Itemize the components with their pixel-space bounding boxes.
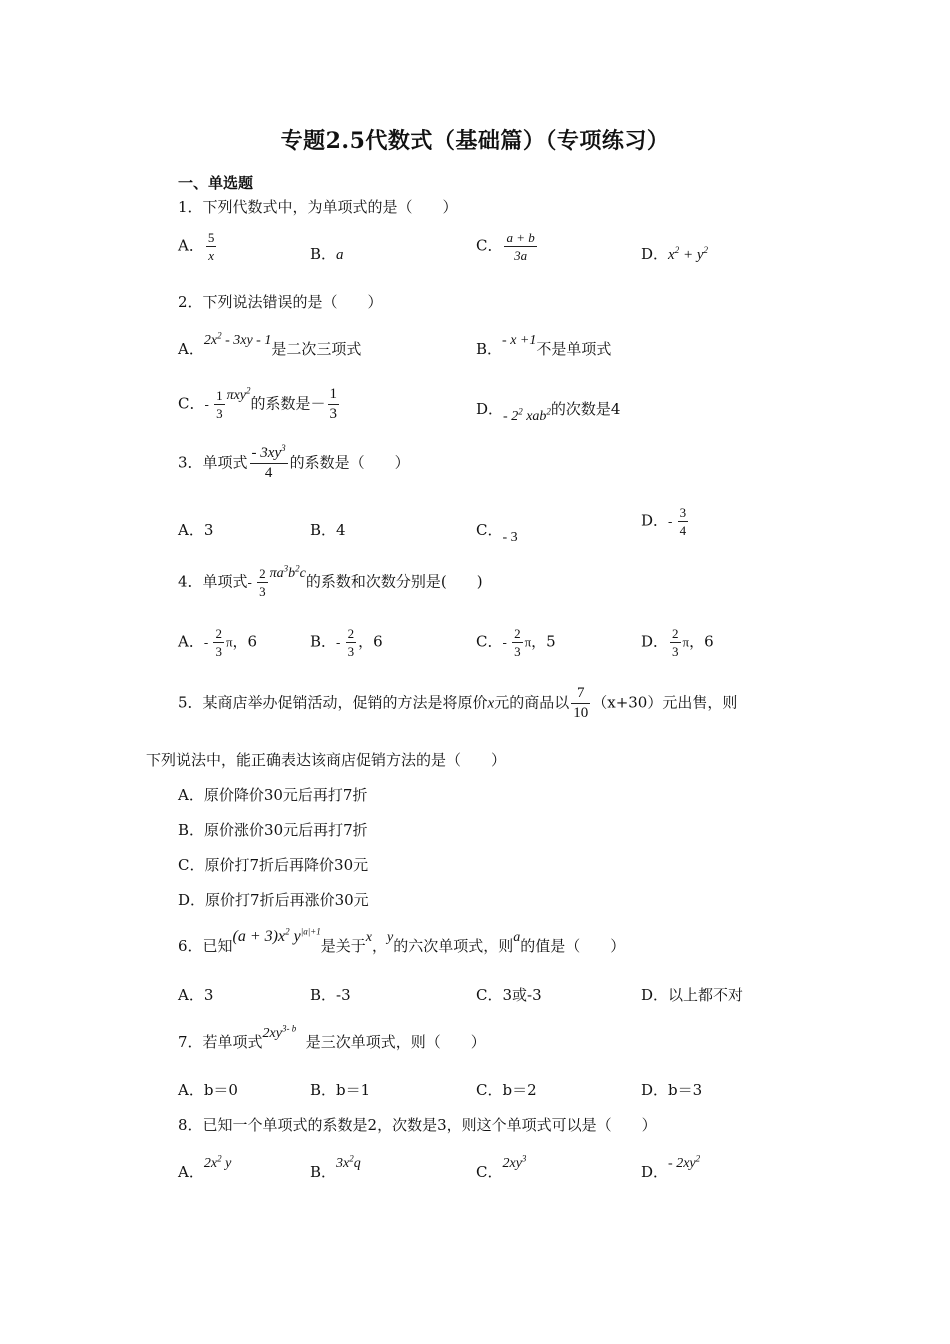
option-label: B．	[310, 245, 337, 263]
stem-text: 的六次单项式，则	[393, 937, 514, 955]
fraction-numerator: 7	[576, 685, 585, 701]
option-expression: $2xy^3$	[502, 1153, 527, 1171]
stem-expression: $(a + 3)x^2$ $y^{|a|+1}$	[232, 926, 321, 945]
fraction-denominator: 4	[679, 523, 687, 538]
option-label: C．	[476, 521, 503, 539]
fraction-numerator: 1	[216, 388, 223, 403]
option-label: C．	[178, 394, 205, 413]
fraction-denominator: x	[206, 246, 217, 262]
option-expression: $3x^2q$	[336, 1153, 361, 1171]
q7-option-d[interactable]: D．b＝3	[641, 1081, 703, 1099]
q6-option-d[interactable]: D．以上都不对	[641, 986, 744, 1004]
stem-text: 的系数和次数分别是( )	[305, 572, 483, 591]
stem-text: 4．单项式	[178, 572, 248, 591]
stem-variable: x	[487, 695, 495, 712]
q7-option-c[interactable]: C．b＝2	[476, 1081, 537, 1099]
stem-text: 是关于	[320, 937, 366, 955]
q4-option-d[interactable]: D． $\frac{2}{3}$ π，6	[641, 626, 714, 659]
q2-option-d[interactable]	[476, 399, 621, 424]
option-label: B．	[310, 1163, 337, 1181]
option-text: ，6	[232, 632, 258, 651]
option-text: ，5	[531, 632, 556, 651]
q2-option-a[interactable]	[178, 330, 362, 361]
option-text: 不是单项式	[536, 340, 612, 358]
q1-option-b[interactable]	[310, 244, 344, 265]
fraction-denominator: 3	[259, 584, 266, 599]
option-label: D．	[641, 511, 669, 530]
stem-text: 是三次单项式，则（ ）	[305, 1033, 486, 1051]
q8-option-b[interactable]	[310, 1153, 361, 1184]
option-text: ，6	[689, 632, 714, 651]
option-text: 的次数是4	[550, 400, 621, 418]
option-label: B．	[476, 340, 503, 358]
stem-text: ，	[371, 937, 387, 955]
option-expression: - $2^2$ xab$^2$	[503, 406, 551, 424]
option-expression: πxy$^2$	[226, 384, 251, 403]
stem-variable: a	[513, 930, 521, 945]
option-label: A．	[178, 236, 204, 255]
q1-option-d[interactable]	[641, 244, 708, 265]
fraction-denominator: 4	[250, 463, 288, 481]
option-label: C．	[476, 1163, 503, 1181]
q1-option-a[interactable]	[178, 231, 218, 262]
question-1-stem: 1．下列代数式中，为单项式的是（ ）	[178, 198, 458, 216]
fraction-numerator: 5	[207, 230, 215, 245]
stem-expression: $2xy^{3- b}$	[262, 1023, 297, 1041]
q3-option-c[interactable]	[476, 520, 518, 545]
question-3-stem	[178, 443, 410, 481]
q3-option-d[interactable]: D．- $\frac{3}{4}$	[641, 505, 687, 538]
fraction-numerator: 2	[347, 626, 355, 641]
stem-text: 元的商品以	[494, 693, 570, 712]
fraction-numerator: 1	[329, 386, 338, 402]
q2-option-b[interactable]	[476, 333, 612, 361]
option-expression: a	[336, 247, 344, 263]
option-label: D．	[641, 632, 669, 651]
stem-expression: $\pi a^3b^2c$	[269, 562, 306, 581]
question-5-stem	[178, 686, 737, 721]
q6-option-b[interactable]: B．-3	[310, 986, 351, 1004]
fraction-numerator: a + b	[506, 230, 535, 245]
stem-text: 7．若单项式	[178, 1033, 263, 1051]
q5-option-a[interactable]: A．原价降价30元后再打7折	[178, 786, 368, 804]
option-label: A．	[178, 1163, 204, 1181]
option-label: D．	[476, 400, 504, 418]
question-6-stem	[178, 926, 626, 958]
question-5-stem-continued: 下列说法中，能正确表达该商店促销方法的是（ ）	[146, 751, 507, 769]
fraction-denominator: 3	[347, 644, 355, 659]
q5-option-c[interactable]: C．原价打7折后再降价30元	[178, 856, 369, 874]
q2-option-c[interactable]: C．- $\frac{1}{3}$ πxy$^2$的系数是－ $\frac{1}{3}$	[178, 384, 338, 422]
option-label: A．	[178, 632, 204, 651]
option-text: 是二次三项式	[271, 340, 362, 358]
stem-text: 3．单项式	[178, 453, 248, 472]
q6-option-a[interactable]: A．3	[178, 986, 214, 1004]
q4-option-a[interactable]: A．- $\frac{2}{3}$ π，6	[178, 626, 258, 659]
stem-text: 5．某商店举办促销活动，促销的方法是将原价	[178, 693, 488, 712]
q4-option-c[interactable]: C．- $\frac{2}{3}$ π，5	[476, 626, 556, 659]
fraction-denominator: 3a	[504, 246, 536, 262]
stem-text: 的值是（ ）	[520, 937, 626, 955]
option-label: C．	[476, 236, 503, 255]
question-8-stem: 8．已知一个单项式的系数是2，次数是3，则这个单项式可以是（ ）	[178, 1116, 657, 1134]
option-label: C．	[476, 632, 503, 651]
option-text: ，6	[358, 632, 383, 651]
option-expression: $2x^2$ y	[203, 1153, 232, 1171]
q1-option-c[interactable]	[476, 231, 539, 262]
option-expression: - x +1	[502, 333, 537, 348]
fraction-denominator: 3	[672, 644, 679, 659]
page-title: 专题2.5代数式（基础篇）（专项练习）	[280, 128, 670, 154]
question-4-stem: 4．单项式- $\frac{2}{3}$ $\pi a^3b^2c$的系数和次数分别是( )	[178, 562, 483, 599]
q3-option-a[interactable]: A．3	[178, 521, 214, 539]
stem-text: （x+30）元出售，则	[592, 693, 738, 712]
option-expression: - 3	[502, 530, 518, 545]
option-text: 的系数是－	[250, 394, 326, 413]
stem-variable: x	[365, 930, 372, 945]
question-7-stem	[178, 1023, 486, 1054]
q4-option-b[interactable]: B．- $\frac{2}{3}$ ，6	[310, 626, 383, 659]
fraction-numerator: 2	[215, 626, 222, 641]
q7-option-b[interactable]: B．b＝1	[310, 1081, 371, 1099]
fraction-denominator: 3	[329, 406, 338, 422]
q3-option-b[interactable]: B．4	[310, 521, 346, 539]
option-label: A．	[178, 340, 204, 358]
stem-variable: y	[387, 930, 394, 945]
fraction-numerator: 2	[672, 626, 679, 641]
fraction-numerator: - $3xy^3$	[251, 443, 286, 461]
q8-option-d[interactable]	[641, 1153, 701, 1184]
option-label: D．	[641, 245, 669, 263]
q6-option-c[interactable]: C．3或-3	[476, 986, 542, 1004]
option-expression: $2x^2 - 3xy - 1$	[203, 330, 272, 348]
q5-option-b[interactable]: B．原价涨价30元后再打7折	[178, 821, 368, 839]
stem-text: 6．已知	[178, 937, 233, 955]
option-label: D．	[641, 1163, 669, 1181]
option-label: B．	[310, 632, 337, 651]
q8-option-a[interactable]	[178, 1153, 232, 1184]
question-2-stem: 2．下列说法错误的是（ ）	[178, 293, 383, 311]
q7-option-a[interactable]: A．b＝0	[178, 1081, 238, 1099]
fraction-denominator: 3	[514, 644, 521, 659]
fraction-denominator: 3	[215, 644, 222, 659]
fraction-numerator: 2	[259, 566, 266, 581]
q5-option-d[interactable]: D．原价打7折后再涨价30元	[178, 891, 369, 909]
option-expression: - $2xy^2$	[668, 1153, 701, 1171]
q8-option-c[interactable]	[476, 1153, 527, 1184]
stem-text: 的系数是（ ）	[289, 453, 410, 472]
option-expression: $x^2 + y^2$	[668, 245, 708, 263]
section-heading: 一、单选题	[178, 174, 254, 192]
fraction-numerator: 3	[679, 505, 687, 520]
fraction-numerator: 2	[514, 626, 521, 641]
fraction-denominator: 3	[216, 406, 223, 421]
fraction-denominator: 10	[573, 705, 589, 721]
